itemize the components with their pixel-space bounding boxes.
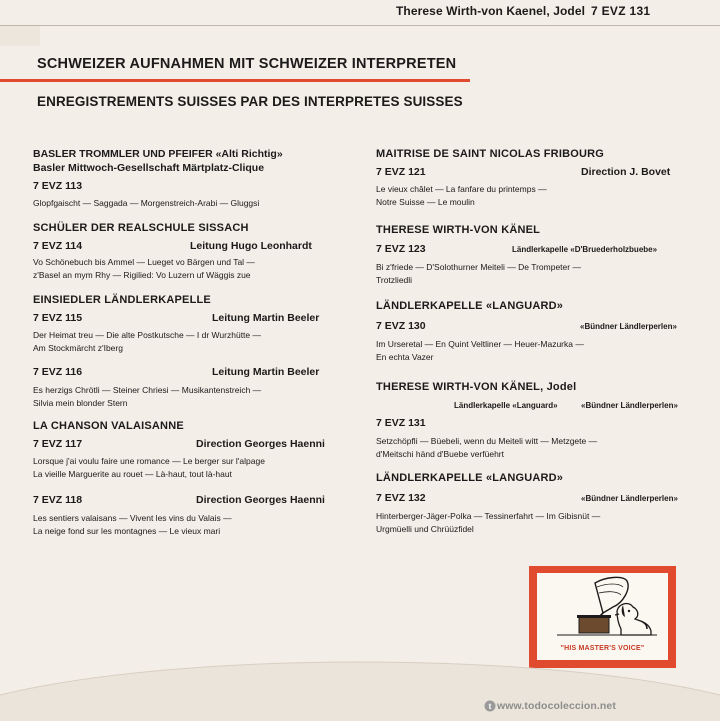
catalog-number: 7 EVZ 117 xyxy=(33,438,83,450)
track-list: Les sentiers valaisans — Vivent les vins du Valais — xyxy=(33,513,232,523)
section-heading: LÄNDLERKAPELLE «LANGUARD» xyxy=(376,300,564,312)
conductor: Leitung Martin Beeler xyxy=(212,366,320,378)
header-catalog-number: 7 EVZ 131 xyxy=(591,4,651,18)
track-list: La vieille Marguerite au rouet — Là-haut, tout là-haut xyxy=(33,469,232,479)
track-list: Lorsque j'ai voulu faire une romance — Le berger sur l'alpage xyxy=(33,456,265,466)
catalog-number: 7 EVZ 114 xyxy=(33,240,83,252)
catalog-number: 7 EVZ 121 xyxy=(376,166,426,178)
track-list: Hinterberger-Jäger-Polka — Tessinerfahrt — Im Gibisnüt — xyxy=(376,511,601,521)
conductor: Direction Georges Haenni xyxy=(196,494,325,506)
catalog-number: 7 EVZ 116 xyxy=(33,366,83,378)
section-heading: MAITRISE DE SAINT NICOLAS FRIBOURG xyxy=(376,148,605,160)
track-list: Silvia mein blonder Stern xyxy=(33,398,128,408)
track-list: La neige fond sur les montagnes — Le vieux mari xyxy=(33,526,221,536)
catalog-number: 7 EVZ 115 xyxy=(33,312,83,324)
catalog-number: 7 EVZ 113 xyxy=(33,180,83,192)
track-list: Vo Schönebuch bis Ammel — Lueget vo Bärgen und Tal — xyxy=(33,257,255,267)
catalog-number: 7 EVZ 118 xyxy=(33,494,83,506)
band-name: Ländlerkapelle «D'Bruederholzbuebe» xyxy=(512,245,658,254)
watermark-logo-icon xyxy=(484,700,496,712)
track-list: Bi z'friede — D'Solothurner Meiteli — De Trompeter — xyxy=(376,262,581,272)
track-list: Le vieux châlet — La fanfare du printemps — xyxy=(376,184,547,194)
track-list: Urgmüelli und Chrüüzfidel xyxy=(376,524,474,534)
band-name: Ländlerkapelle «Languard» xyxy=(454,401,558,410)
section-heading: EINSIEDLER LÄNDLERKAPELLE xyxy=(33,294,211,306)
track-list: Notre Suisse — Le moulin xyxy=(376,197,475,207)
track-list: Am Stockmärcht z'Iberg xyxy=(33,343,123,353)
catalog-number: 7 EVZ 131 xyxy=(376,417,426,429)
track-list: Setzchöpfli — Büebeli, wenn du Meiteli witt — Metzgete — xyxy=(376,436,598,446)
track-list: Trotzliedli xyxy=(376,275,413,285)
section-heading: BASLER TROMMLER UND PFEIFER «Alti Richtig» xyxy=(33,148,283,160)
catalog-number: 7 EVZ 130 xyxy=(376,320,426,332)
album-subtitle: «Bündner Ländlerperlen» xyxy=(580,322,677,331)
red-rule xyxy=(0,79,470,82)
catalog-number: 7 EVZ 123 xyxy=(376,243,426,255)
track-list: d'Meitschi händ d'Buebe verfüehrt xyxy=(376,449,504,459)
subtitle: ENREGISTREMENTS SUISSES PAR DES INTERPRETES SUISSES xyxy=(37,94,463,109)
conductor: Leitung Martin Beeler xyxy=(212,312,320,324)
section-heading: LÄNDLERKAPELLE «LANGUARD» xyxy=(376,472,564,484)
album-subtitle: «Bündner Ländlerperlen» xyxy=(581,494,678,503)
section-heading: SCHÜLER DER REALSCHULE SISSACH xyxy=(33,222,249,234)
track-list: Es herzigs Chrötli — Steiner Chriesi — Musikantenstreich — xyxy=(33,385,262,395)
track-list: z'Basel an mym Rhy — Rigilied: Vo Luzern uf Wäggis zue xyxy=(33,270,251,280)
catalog-number: 7 EVZ 132 xyxy=(376,492,426,504)
svg-text:t: t xyxy=(488,702,492,711)
track-list: Der Heimat treu — Die alte Postkutsche — I dr Wurzhütte — xyxy=(33,330,262,340)
album-subtitle: «Bündner Ländlerperlen» xyxy=(581,401,678,410)
conductor: Direction Georges Haenni xyxy=(196,438,325,450)
main-title: SCHWEIZER AUFNAHMEN MIT SCHWEIZER INTERPRETEN xyxy=(37,56,457,72)
section-heading: THERESE WIRTH-VON KÄNEL xyxy=(376,224,541,236)
track-list: Im Urseretal — En Quint Veltliner — Heuer-Mazurka — xyxy=(376,339,584,349)
track-list: En echta Vazer xyxy=(376,352,434,362)
watermark: www.todocoleccion.net xyxy=(497,700,616,712)
header-divider xyxy=(0,25,720,26)
dog-gramophone-icon xyxy=(537,573,668,643)
section-subheading: Basler Mittwoch-Gesellschaft Märtplatz-Clique xyxy=(33,162,265,174)
track-list: Glopfgaischt — Saggada — Morgenstreich-Arabi — Gluggsi xyxy=(33,198,260,208)
logo-caption: "HIS MASTER'S VOICE" xyxy=(560,645,645,652)
conductor: Direction J. Bovet xyxy=(581,166,671,178)
conductor: Leitung Hugo Leonhardt xyxy=(190,240,312,252)
top-left-strip xyxy=(0,26,40,46)
section-heading: THERESE WIRTH-VON KÄNEL, Jodel xyxy=(376,381,577,393)
header-artist: Therese Wirth-von Kaenel, Jodel xyxy=(396,4,586,18)
section-heading: LA CHANSON VALAISANNE xyxy=(33,420,184,432)
